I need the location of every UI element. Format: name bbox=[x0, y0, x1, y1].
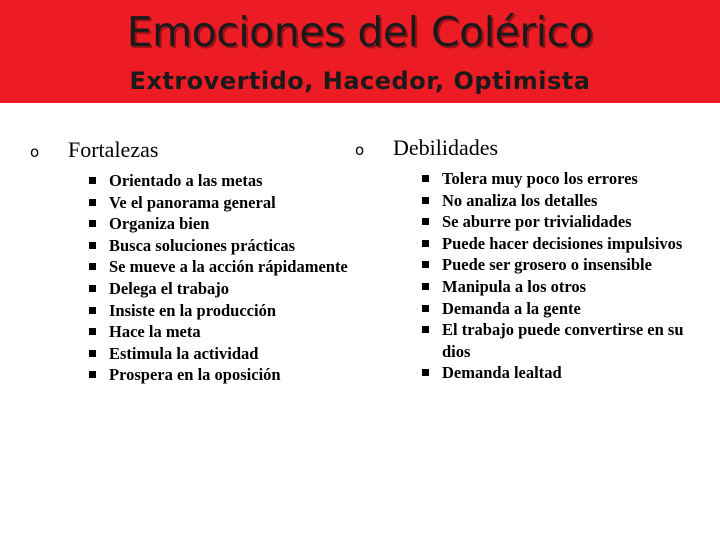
list-item: Insiste en la producción bbox=[87, 300, 350, 322]
hollow-circle-bullet-icon: o bbox=[30, 143, 40, 161]
square-bullet-icon bbox=[89, 307, 96, 314]
list-item: No analiza los detalles bbox=[420, 190, 715, 212]
square-bullet-icon bbox=[422, 240, 429, 247]
list-item: Se mueve a la acción rápidamente bbox=[87, 256, 350, 278]
list-item: Demanda lealtad bbox=[420, 362, 715, 384]
fortalezas-column bbox=[30, 136, 350, 386]
square-bullet-icon bbox=[89, 350, 96, 357]
debilidades-heading-text: Debilidades bbox=[393, 135, 499, 160]
list-item: Estimula la actividad bbox=[87, 343, 350, 365]
square-bullet-icon bbox=[422, 261, 429, 268]
slide-subtitle: Extrovertido, Hacedor, Optimista bbox=[129, 67, 591, 95]
list-item: Ve el panorama general bbox=[87, 192, 350, 214]
list-item: Delega el trabajo bbox=[87, 278, 350, 300]
square-bullet-icon bbox=[422, 326, 429, 333]
fortalezas-list bbox=[87, 170, 350, 386]
list-item: Puede ser grosero o insensible bbox=[420, 254, 715, 276]
square-bullet-icon bbox=[89, 220, 96, 227]
fortalezas-heading bbox=[30, 136, 350, 166]
square-bullet-icon bbox=[89, 263, 96, 270]
square-bullet-icon bbox=[422, 283, 429, 290]
list-item: Orientado a las metas bbox=[87, 170, 350, 192]
fortalezas-heading-text: Fortalezas bbox=[68, 137, 159, 162]
list-item: Prospera en la oposición bbox=[87, 364, 350, 386]
square-bullet-icon bbox=[422, 369, 429, 376]
slide-title: Emociones del Colérico bbox=[126, 8, 594, 56]
list-item: Busca soluciones prácticas bbox=[87, 235, 350, 257]
square-bullet-icon bbox=[422, 175, 429, 182]
debilidades-column bbox=[355, 134, 715, 384]
list-item: Hace la meta bbox=[87, 321, 350, 343]
debilidades-list bbox=[420, 168, 715, 384]
square-bullet-icon bbox=[89, 285, 96, 292]
list-item: El trabajo puede convertirse en su dios bbox=[420, 319, 715, 362]
title-banner bbox=[0, 0, 720, 103]
square-bullet-icon bbox=[422, 197, 429, 204]
square-bullet-icon bbox=[422, 218, 429, 225]
square-bullet-icon bbox=[89, 328, 96, 335]
list-item: Demanda a la gente bbox=[420, 298, 715, 320]
debilidades-heading bbox=[355, 134, 715, 164]
square-bullet-icon bbox=[89, 242, 96, 249]
list-item: Tolera muy poco los errores bbox=[420, 168, 715, 190]
list-item: Manipula a los otros bbox=[420, 276, 715, 298]
square-bullet-icon bbox=[89, 371, 96, 378]
list-item: Se aburre por trivialidades bbox=[420, 211, 715, 233]
hollow-circle-bullet-icon: o bbox=[355, 141, 365, 159]
square-bullet-icon bbox=[89, 199, 96, 206]
square-bullet-icon bbox=[422, 305, 429, 312]
list-item: Organiza bien bbox=[87, 213, 350, 235]
square-bullet-icon bbox=[89, 177, 96, 184]
list-item: Puede hacer decisiones impulsivos bbox=[420, 233, 715, 255]
